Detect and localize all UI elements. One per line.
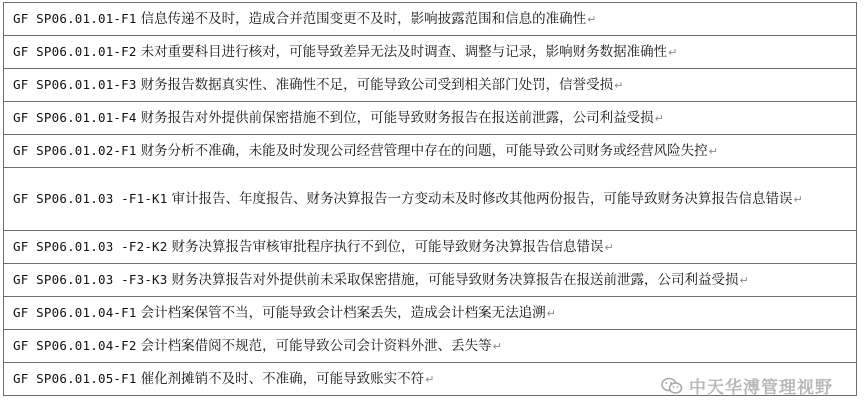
- watermark: [661, 373, 833, 398]
- table-cell: [4, 330, 857, 363]
- table-cell: [4, 3, 857, 36]
- paragraph-mark-icon: ↵: [668, 46, 678, 59]
- table-cell: [4, 69, 857, 102]
- risk-table-body: [4, 3, 857, 396]
- risk-code: GF SP06.01.02-F1: [13, 143, 137, 158]
- risk-code: GF SP06.01.01-F3: [13, 77, 137, 92]
- table-cell: [4, 231, 857, 264]
- table-cell: [4, 297, 857, 330]
- risk-table: [3, 2, 857, 396]
- paragraph-mark-icon: ↵: [604, 241, 614, 254]
- risk-code: GF SP06.01.01-F2: [13, 44, 137, 59]
- paragraph-mark-icon: ↵: [587, 13, 597, 26]
- risk-description: 财务报告数据真实性、准确性不足，可能导致公司受到相关部门处罚，信誉受损: [140, 77, 614, 93]
- table-row: [4, 330, 857, 363]
- table-cell: [4, 102, 857, 135]
- risk-description: 未对重要科目进行核对，可能导致差异无法及时调查、调整与记录，影响财务数据准确性: [140, 44, 668, 60]
- table-row: [4, 264, 857, 297]
- table-row: [4, 36, 857, 69]
- risk-code: GF SP06.01.04-F1: [13, 305, 137, 320]
- paragraph-mark-icon: ↵: [492, 340, 502, 353]
- risk-description: 财务决算报告对外提供前未采取保密措施，可能导致财务决算报告在报送前泄露，公司利益受损: [171, 272, 739, 288]
- paragraph-mark-icon: ↵: [546, 307, 556, 320]
- risk-code: GF SP06.01.03 -F2-K2: [13, 239, 168, 254]
- risk-description: 催化剂摊销不及时、不准确，可能导致账实不符: [140, 371, 425, 387]
- wechat-icon: [661, 377, 683, 395]
- table-cell: [4, 264, 857, 297]
- table-row: [4, 297, 857, 330]
- paragraph-mark-icon: ↵: [654, 112, 664, 125]
- risk-code: GF SP06.01.03 -F1-K1: [13, 191, 168, 206]
- paragraph-mark-icon: ↵: [708, 145, 718, 158]
- table-row: [4, 135, 857, 168]
- risk-description: 财务分析不准确，未能及时发现公司经营管理中存在的问题，可能导致公司财务或经营风险失控: [140, 143, 708, 159]
- paragraph-mark-icon: ↵: [614, 79, 624, 92]
- paragraph-mark-icon: ↵: [425, 373, 435, 386]
- risk-description: 审计报告、年度报告、财务决算报告一方变动未及时修改其他两份报告，可能导致财务决算报告信息错误: [171, 191, 793, 207]
- risk-code: GF SP06.01.01-F1: [13, 11, 137, 26]
- risk-description: 财务报告对外提供前保密措施不到位，可能导致财务报告在报送前泄露，公司利益受损: [140, 110, 654, 126]
- table-row: [4, 231, 857, 264]
- risk-description: 会计档案借阅不规范，可能导致公司会计资料外泄、丢失等: [140, 338, 492, 354]
- risk-code: GF SP06.01.03 -F3-K3: [13, 272, 168, 287]
- table-row: [4, 102, 857, 135]
- table-row: [4, 168, 857, 231]
- table-cell: [4, 168, 857, 231]
- paragraph-mark-icon: ↵: [739, 274, 749, 287]
- risk-code: GF SP06.01.01-F4: [13, 110, 137, 125]
- table-row: [4, 3, 857, 36]
- risk-description: 信息传递不及时，造成合并范围变更不及时，影响披露范围和信息的准确性: [140, 11, 587, 27]
- risk-description: 财务决算报告审核审批程序执行不到位，可能导致财务决算报告信息错误: [171, 239, 604, 255]
- risk-code: GF SP06.01.05-F1: [13, 371, 137, 386]
- table-row: [4, 69, 857, 102]
- risk-description: 会计档案保管不当，可能导致会计档案丢失，造成会计档案无法追溯: [140, 305, 546, 321]
- risk-code: GF SP06.01.04-F2: [13, 338, 137, 353]
- paragraph-mark-icon: ↵: [793, 193, 803, 206]
- table-cell: [4, 36, 857, 69]
- table-cell: [4, 135, 857, 168]
- watermark-text: 中天华溥管理视野: [689, 378, 833, 398]
